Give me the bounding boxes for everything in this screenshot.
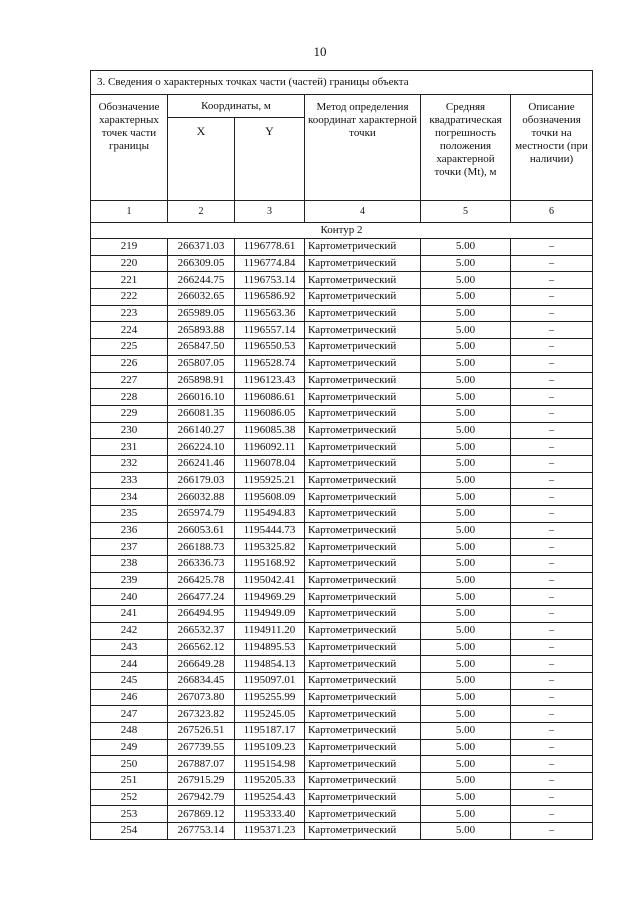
description-cell: – — [511, 272, 593, 289]
error-cell: 5.00 — [421, 606, 511, 623]
column-number: 4 — [305, 201, 421, 223]
error-cell: 5.00 — [421, 739, 511, 756]
error-cell: 5.00 — [421, 372, 511, 389]
coord-y-cell: 1195925.21 — [235, 472, 305, 489]
point-number-cell: 240 — [91, 589, 168, 606]
coord-y-cell: 1196774.84 — [235, 255, 305, 272]
coord-x-cell: 266188.73 — [168, 539, 235, 556]
point-number-cell: 223 — [91, 305, 168, 322]
error-cell: 5.00 — [421, 656, 511, 673]
coord-x-cell: 267942.79 — [168, 789, 235, 806]
point-number-cell: 233 — [91, 472, 168, 489]
contour-label: Контур 2 — [91, 223, 593, 239]
error-cell: 5.00 — [421, 355, 511, 372]
table-row — [91, 806, 593, 823]
method-cell: Картометрический — [305, 706, 421, 723]
table-row — [91, 339, 593, 356]
description-cell: – — [511, 823, 593, 840]
table-row — [91, 622, 593, 639]
method-cell: Картометрический — [305, 272, 421, 289]
coord-x-cell: 267887.07 — [168, 756, 235, 773]
table-row — [91, 472, 593, 489]
method-cell: Картометрический — [305, 823, 421, 840]
coord-y-cell: 1196557.14 — [235, 322, 305, 339]
coord-y-cell: 1196092.11 — [235, 439, 305, 456]
coord-x-cell: 266532.37 — [168, 622, 235, 639]
point-number-cell: 232 — [91, 455, 168, 472]
description-cell: – — [511, 339, 593, 356]
column-numbers-row — [91, 201, 593, 223]
coord-x-cell: 266649.28 — [168, 656, 235, 673]
coord-y-cell: 1195154.98 — [235, 756, 305, 773]
header-row-1 — [91, 95, 593, 118]
coord-y-cell: 1195245.05 — [235, 706, 305, 723]
coord-y-cell: 1195255.99 — [235, 689, 305, 706]
method-cell: Картометрический — [305, 339, 421, 356]
point-number-cell: 244 — [91, 656, 168, 673]
error-cell: 5.00 — [421, 322, 511, 339]
error-cell: 5.00 — [421, 789, 511, 806]
point-number-cell: 252 — [91, 789, 168, 806]
point-number-cell: 231 — [91, 439, 168, 456]
table-row — [91, 639, 593, 656]
coord-x-cell: 266032.65 — [168, 289, 235, 306]
coord-y-cell: 1195205.33 — [235, 773, 305, 790]
table-row — [91, 706, 593, 723]
coord-y-cell: 1195042.41 — [235, 572, 305, 589]
table-row — [91, 422, 593, 439]
description-cell: – — [511, 422, 593, 439]
error-cell: 5.00 — [421, 773, 511, 790]
point-number-cell: 234 — [91, 489, 168, 506]
point-number-cell: 237 — [91, 539, 168, 556]
header-y: Y — [235, 118, 305, 201]
coord-x-cell: 265898.91 — [168, 372, 235, 389]
method-cell: Картометрический — [305, 239, 421, 256]
method-cell: Картометрический — [305, 372, 421, 389]
method-cell: Картометрический — [305, 589, 421, 606]
description-cell: – — [511, 439, 593, 456]
coord-x-cell: 267869.12 — [168, 806, 235, 823]
table-row — [91, 589, 593, 606]
method-cell: Картометрический — [305, 455, 421, 472]
point-number-cell: 224 — [91, 322, 168, 339]
error-cell: 5.00 — [421, 422, 511, 439]
method-cell: Картометрический — [305, 472, 421, 489]
point-number-cell: 221 — [91, 272, 168, 289]
method-cell: Картометрический — [305, 355, 421, 372]
description-cell: – — [511, 455, 593, 472]
coord-x-cell: 267073.80 — [168, 689, 235, 706]
method-cell: Картометрический — [305, 606, 421, 623]
method-cell: Картометрический — [305, 806, 421, 823]
coord-y-cell: 1195097.01 — [235, 672, 305, 689]
table-row — [91, 522, 593, 539]
coord-y-cell: 1195325.82 — [235, 539, 305, 556]
error-cell: 5.00 — [421, 289, 511, 306]
table-row — [91, 389, 593, 406]
table-row — [91, 756, 593, 773]
coord-y-cell: 1196563.36 — [235, 305, 305, 322]
point-number-cell: 230 — [91, 422, 168, 439]
coord-x-cell: 266053.61 — [168, 522, 235, 539]
table-row — [91, 489, 593, 506]
description-cell: – — [511, 489, 593, 506]
method-cell: Картометрический — [305, 773, 421, 790]
table-row — [91, 239, 593, 256]
coord-y-cell: 1195608.09 — [235, 489, 305, 506]
coord-x-cell: 266179.03 — [168, 472, 235, 489]
method-cell: Картометрический — [305, 322, 421, 339]
column-number: 2 — [168, 201, 235, 223]
description-cell: – — [511, 389, 593, 406]
coord-y-cell: 1195109.23 — [235, 739, 305, 756]
coord-y-cell: 1195371.23 — [235, 823, 305, 840]
description-cell: – — [511, 539, 593, 556]
method-cell: Картометрический — [305, 639, 421, 656]
coord-y-cell: 1196078.04 — [235, 455, 305, 472]
coord-x-cell: 266016.10 — [168, 389, 235, 406]
error-cell: 5.00 — [421, 806, 511, 823]
point-number-cell: 249 — [91, 739, 168, 756]
coord-x-cell: 266241.46 — [168, 455, 235, 472]
table-row — [91, 656, 593, 673]
coord-y-cell: 1196550.53 — [235, 339, 305, 356]
coord-y-cell: 1196085.38 — [235, 422, 305, 439]
coord-x-cell: 266494.95 — [168, 606, 235, 623]
error-cell: 5.00 — [421, 389, 511, 406]
error-cell: 5.00 — [421, 239, 511, 256]
coord-y-cell: 1196086.05 — [235, 405, 305, 422]
column-number: 1 — [91, 201, 168, 223]
error-cell: 5.00 — [421, 622, 511, 639]
header-method: Метод определения координат характерной точки — [305, 95, 421, 201]
description-cell: – — [511, 606, 593, 623]
point-number-cell: 248 — [91, 722, 168, 739]
coord-y-cell: 1195444.73 — [235, 522, 305, 539]
method-cell: Картометрический — [305, 389, 421, 406]
error-cell: 5.00 — [421, 823, 511, 840]
error-cell: 5.00 — [421, 672, 511, 689]
description-cell: – — [511, 322, 593, 339]
description-cell: – — [511, 239, 593, 256]
description-cell: – — [511, 372, 593, 389]
error-cell: 5.00 — [421, 255, 511, 272]
coord-x-cell: 265807.05 — [168, 355, 235, 372]
coord-x-cell: 266562.12 — [168, 639, 235, 656]
point-number-cell: 254 — [91, 823, 168, 840]
coord-x-cell: 266081.35 — [168, 405, 235, 422]
coord-x-cell: 265989.05 — [168, 305, 235, 322]
coord-x-cell: 266477.24 — [168, 589, 235, 606]
table-row — [91, 506, 593, 523]
column-number: 3 — [235, 201, 305, 223]
coord-y-cell: 1195333.40 — [235, 806, 305, 823]
point-number-cell: 222 — [91, 289, 168, 306]
description-cell: – — [511, 773, 593, 790]
table-row — [91, 722, 593, 739]
point-number-cell: 238 — [91, 556, 168, 573]
description-cell: – — [511, 656, 593, 673]
point-number-cell: 220 — [91, 255, 168, 272]
error-cell: 5.00 — [421, 472, 511, 489]
table-row — [91, 322, 593, 339]
method-cell: Картометрический — [305, 539, 421, 556]
coordinates-table — [90, 70, 593, 840]
coord-x-cell: 265893.88 — [168, 322, 235, 339]
error-cell: 5.00 — [421, 489, 511, 506]
table-row — [91, 739, 593, 756]
description-cell: – — [511, 622, 593, 639]
error-cell: 5.00 — [421, 639, 511, 656]
method-cell: Картометрический — [305, 789, 421, 806]
error-cell: 5.00 — [421, 272, 511, 289]
coord-x-cell: 265847.50 — [168, 339, 235, 356]
coord-y-cell: 1196123.43 — [235, 372, 305, 389]
table-row — [91, 539, 593, 556]
description-cell: – — [511, 305, 593, 322]
method-cell: Картометрический — [305, 689, 421, 706]
table-row — [91, 305, 593, 322]
point-number-cell: 236 — [91, 522, 168, 539]
coord-x-cell: 266371.03 — [168, 239, 235, 256]
point-number-cell: 228 — [91, 389, 168, 406]
method-cell: Картометрический — [305, 289, 421, 306]
table-row — [91, 272, 593, 289]
point-number-cell: 235 — [91, 506, 168, 523]
method-cell: Картометрический — [305, 489, 421, 506]
error-cell: 5.00 — [421, 572, 511, 589]
error-cell: 5.00 — [421, 722, 511, 739]
coord-x-cell: 266336.73 — [168, 556, 235, 573]
table-row — [91, 405, 593, 422]
table-row — [91, 672, 593, 689]
description-cell: – — [511, 506, 593, 523]
coord-x-cell: 266224.10 — [168, 439, 235, 456]
error-cell: 5.00 — [421, 405, 511, 422]
table-row — [91, 439, 593, 456]
table-row — [91, 289, 593, 306]
coord-y-cell: 1195187.17 — [235, 722, 305, 739]
coord-x-cell: 267526.51 — [168, 722, 235, 739]
coord-x-cell: 266834.45 — [168, 672, 235, 689]
coord-y-cell: 1194969.29 — [235, 589, 305, 606]
table-row — [91, 355, 593, 372]
header-error: Средняя квадратическая погрешность положения характерной точки (Mt), м — [421, 95, 511, 201]
method-cell: Картометрический — [305, 622, 421, 639]
point-number-cell: 219 — [91, 239, 168, 256]
point-number-cell: 253 — [91, 806, 168, 823]
point-number-cell: 229 — [91, 405, 168, 422]
table-row — [91, 773, 593, 790]
section-title-row — [91, 71, 593, 95]
coord-y-cell: 1194854.13 — [235, 656, 305, 673]
point-number-cell: 225 — [91, 339, 168, 356]
header-x: X — [168, 118, 235, 201]
point-number-cell: 247 — [91, 706, 168, 723]
error-cell: 5.00 — [421, 506, 511, 523]
point-number-cell: 243 — [91, 639, 168, 656]
description-cell: – — [511, 289, 593, 306]
coord-x-cell: 266244.75 — [168, 272, 235, 289]
error-cell: 5.00 — [421, 339, 511, 356]
method-cell: Картометрический — [305, 506, 421, 523]
method-cell: Картометрический — [305, 405, 421, 422]
method-cell: Картометрический — [305, 672, 421, 689]
point-number-cell: 242 — [91, 622, 168, 639]
coord-x-cell: 266425.78 — [168, 572, 235, 589]
table-row — [91, 372, 593, 389]
error-cell: 5.00 — [421, 689, 511, 706]
method-cell: Картометрический — [305, 255, 421, 272]
header-coordinates: Координаты, м — [168, 95, 305, 118]
point-number-cell: 227 — [91, 372, 168, 389]
coord-y-cell: 1196586.92 — [235, 289, 305, 306]
table-row — [91, 606, 593, 623]
point-number-cell: 251 — [91, 773, 168, 790]
table-row — [91, 789, 593, 806]
coord-y-cell: 1195168.92 — [235, 556, 305, 573]
coord-y-cell: 1196086.61 — [235, 389, 305, 406]
coord-y-cell: 1194911.20 — [235, 622, 305, 639]
description-cell: – — [511, 806, 593, 823]
coord-y-cell: 1194895.53 — [235, 639, 305, 656]
table-row — [91, 255, 593, 272]
description-cell: – — [511, 722, 593, 739]
coord-x-cell: 267739.55 — [168, 739, 235, 756]
description-cell: – — [511, 556, 593, 573]
coord-y-cell: 1195254.43 — [235, 789, 305, 806]
method-cell: Картометрический — [305, 522, 421, 539]
description-cell: – — [511, 706, 593, 723]
table-row — [91, 823, 593, 840]
description-cell: – — [511, 355, 593, 372]
column-number: 5 — [421, 201, 511, 223]
error-cell: 5.00 — [421, 439, 511, 456]
coord-y-cell: 1195494.83 — [235, 506, 305, 523]
header-point: Обозначение характерных точек части границы — [91, 95, 168, 201]
error-cell: 5.00 — [421, 539, 511, 556]
error-cell: 5.00 — [421, 706, 511, 723]
method-cell: Картометрический — [305, 722, 421, 739]
coord-y-cell: 1196778.61 — [235, 239, 305, 256]
description-cell: – — [511, 672, 593, 689]
description-cell: – — [511, 255, 593, 272]
method-cell: Картометрический — [305, 656, 421, 673]
coord-x-cell: 267323.82 — [168, 706, 235, 723]
coord-x-cell: 266032.88 — [168, 489, 235, 506]
table-row — [91, 556, 593, 573]
coord-x-cell: 267753.14 — [168, 823, 235, 840]
coord-x-cell: 267915.29 — [168, 773, 235, 790]
description-cell: – — [511, 522, 593, 539]
error-cell: 5.00 — [421, 756, 511, 773]
table-row — [91, 455, 593, 472]
header-description: Описание обозначения точки на местности (при наличии) — [511, 95, 593, 201]
method-cell: Картометрический — [305, 739, 421, 756]
point-number-cell: 239 — [91, 572, 168, 589]
column-number: 6 — [511, 201, 593, 223]
method-cell: Картометрический — [305, 572, 421, 589]
method-cell: Картометрический — [305, 439, 421, 456]
table-row — [91, 572, 593, 589]
coord-y-cell: 1196528.74 — [235, 355, 305, 372]
description-cell: – — [511, 789, 593, 806]
method-cell: Картометрический — [305, 305, 421, 322]
point-number-cell: 250 — [91, 756, 168, 773]
description-cell: – — [511, 589, 593, 606]
description-cell: – — [511, 689, 593, 706]
description-cell: – — [511, 756, 593, 773]
coord-y-cell: 1194949.09 — [235, 606, 305, 623]
section-title: 3. Сведения о характерных точках части (частей) границы объекта — [91, 71, 593, 95]
error-cell: 5.00 — [421, 589, 511, 606]
error-cell: 5.00 — [421, 455, 511, 472]
method-cell: Картометрический — [305, 556, 421, 573]
error-cell: 5.00 — [421, 556, 511, 573]
coord-x-cell: 265974.79 — [168, 506, 235, 523]
coord-y-cell: 1196753.14 — [235, 272, 305, 289]
coord-x-cell: 266140.27 — [168, 422, 235, 439]
point-number-cell: 241 — [91, 606, 168, 623]
page-number: 10 — [313, 44, 327, 59]
coord-x-cell: 266309.05 — [168, 255, 235, 272]
point-number-cell: 226 — [91, 355, 168, 372]
description-cell: – — [511, 639, 593, 656]
contour-row — [91, 223, 593, 239]
point-number-cell: 246 — [91, 689, 168, 706]
description-cell: – — [511, 572, 593, 589]
description-cell: – — [511, 472, 593, 489]
table-row — [91, 689, 593, 706]
error-cell: 5.00 — [421, 522, 511, 539]
point-number-cell: 245 — [91, 672, 168, 689]
description-cell: – — [511, 405, 593, 422]
method-cell: Картометрический — [305, 422, 421, 439]
method-cell: Картометрический — [305, 756, 421, 773]
description-cell: – — [511, 739, 593, 756]
error-cell: 5.00 — [421, 305, 511, 322]
